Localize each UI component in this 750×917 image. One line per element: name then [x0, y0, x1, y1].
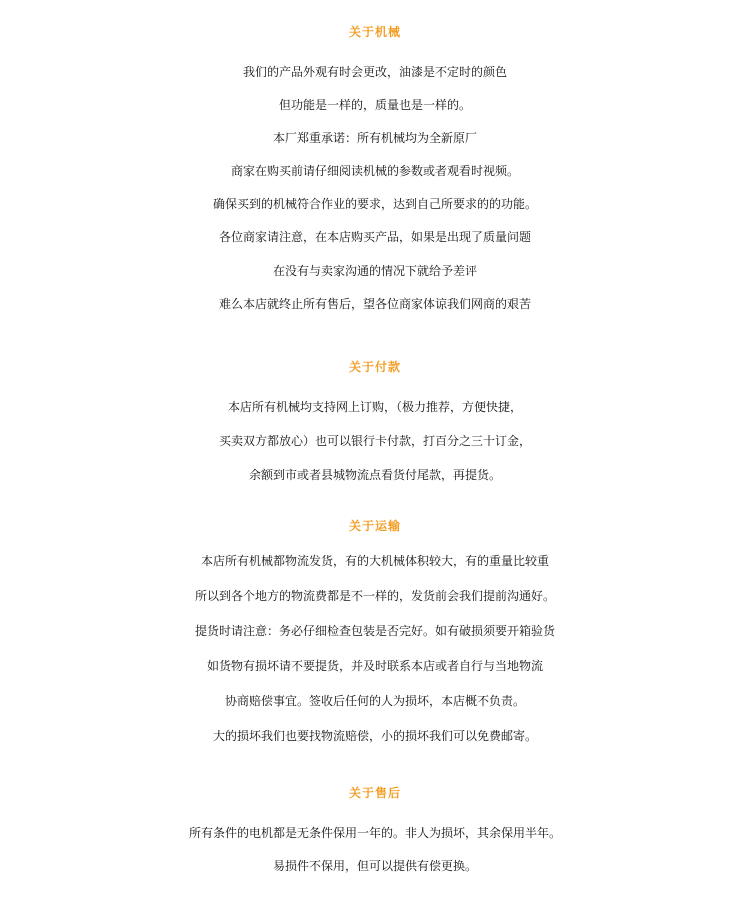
shipping-line-5: 协商赔偿事宜。签收后任何的人为损坏，本店概不负责。: [224, 694, 525, 708]
after-sales-line-1: 所有条件的电机都是无条件保用一年的。非人为损坏，其余保用半年。: [188, 826, 561, 840]
section-heading-machinery: 关于机械: [348, 25, 401, 39]
machinery-line-2: 但功能是一样的，质量也是一样的。: [278, 98, 471, 112]
payment-line-2: 买卖双方都放心）也可以银行卡付款，打百分之三十订金，: [218, 434, 531, 448]
after-sales-line-2: 易损件不保用，但可以提供有偿更换。: [272, 859, 477, 873]
machinery-line-1: 我们的产品外观有时会更改，油漆是不定时的颜色: [242, 65, 507, 79]
shipping-line-6: 大的损坏我们也要找物流赔偿，小的损坏我们可以免费邮寄。: [212, 729, 537, 743]
machinery-line-4: 商家在购买前请仔细阅读机械的参数或者观看时视频。: [230, 164, 519, 178]
payment-line-1: 本店所有机械均支持网上订购，（极力推荐，方便快捷，: [227, 400, 522, 414]
machinery-line-3: 本厂郑重承诺：所有机械均为全新原厂: [272, 131, 477, 145]
machinery-line-5: 确保买到的机械符合作业的要求，达到自己所要求的的功能。: [212, 197, 537, 211]
shipping-line-4: 如货物有损坏请不要提货，并及时联系本店或者自行与当地物流: [206, 659, 543, 673]
section-heading-payment: 关于付款: [348, 360, 401, 374]
machinery-line-7: 在没有与卖家沟通的情况下就给予差评: [272, 264, 477, 278]
payment-line-3: 余额到市或者县城物流点看货付尾款，再提货。: [248, 468, 501, 482]
shipping-line-1: 本店所有机械都物流发货，有的大机械体积较大，有的重量比较重: [200, 554, 549, 568]
section-heading-after-sales: 关于售后: [348, 786, 401, 800]
shipping-line-3: 提货时请注意：务必仔细检查包装是否完好。如有破损须要开箱验货: [194, 624, 555, 638]
shipping-line-2: 所以到各个地方的物流费都是不一样的，发货前会我们提前沟通好。: [194, 589, 555, 603]
machinery-line-8: 难么本店就终止所有售后，望各位商家体谅我们网商的艰苦: [218, 297, 531, 311]
section-heading-shipping: 关于运输: [348, 519, 401, 533]
machinery-line-6: 各位商家请注意，在本店购买产品，如果是出现了质量问题: [218, 230, 531, 244]
